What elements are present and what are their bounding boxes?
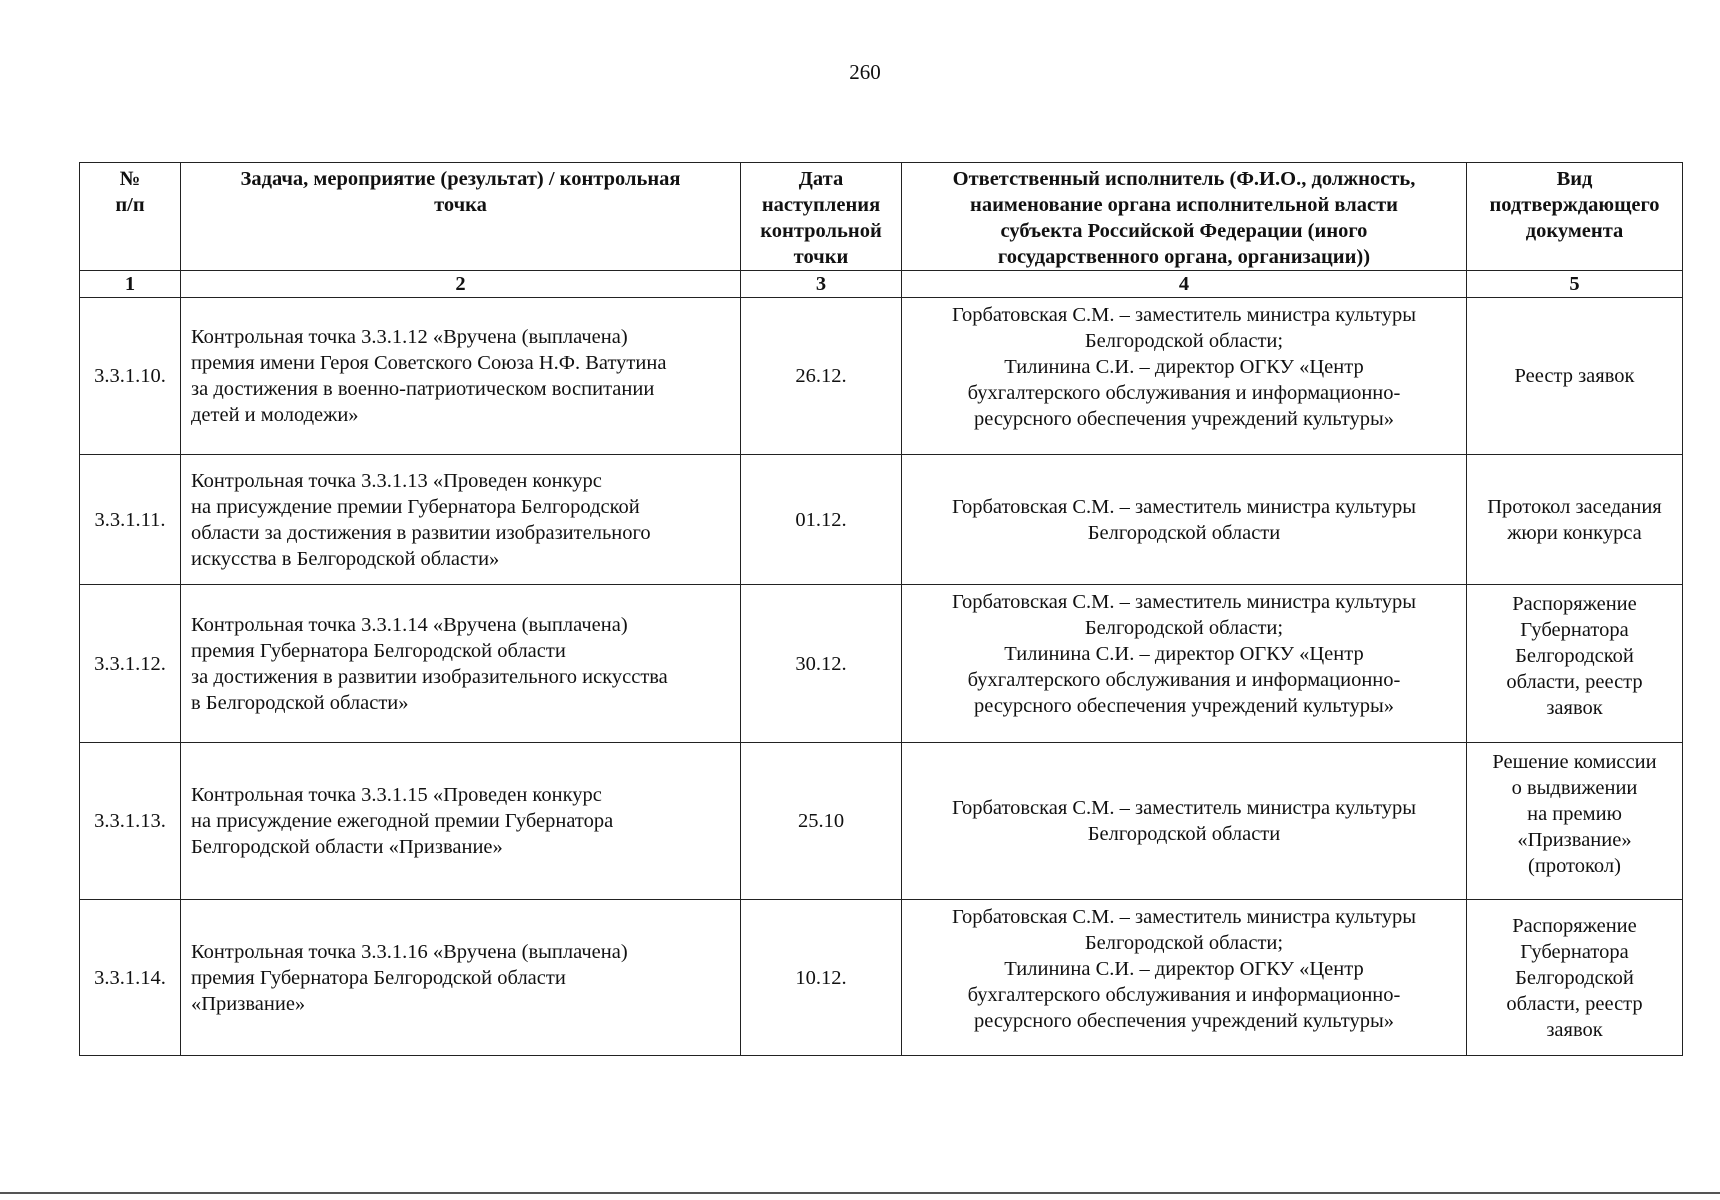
row-number: 3.3.1.14.	[80, 900, 181, 1056]
date-cell: 26.12.	[741, 298, 902, 455]
control-points-table	[79, 162, 1683, 1056]
column-number: 3	[741, 271, 902, 298]
date-cell: 25.10	[741, 743, 902, 900]
table-row	[80, 900, 1683, 1056]
responsible-cell: Горбатовская С.М. – заместитель министра культуры Белгородской области; Тилинина С.И. – директор ОГКУ «Центр бухгалтерского обслуживания и информационно- ресурсного обеспечения учреждений культуры»	[902, 298, 1467, 455]
row-number: 3.3.1.11.	[80, 455, 181, 585]
task-cell: Контрольная точка 3.3.1.14 «Вручена (выплачена) премия Губернатора Белгородской области за достижения в развитии изобразительного искусства в Белгородской области»	[181, 585, 741, 743]
row-number: 3.3.1.12.	[80, 585, 181, 743]
bottom-edge-rule	[0, 1192, 1720, 1194]
header-responsible: Ответственный исполнитель (Ф.И.О., должность, наименование органа исполнительной власти субъекта Российской Федерации (иного государственного органа, организации))	[902, 163, 1467, 271]
document-cell: Реестр заявок	[1467, 298, 1683, 455]
responsible-cell: Горбатовская С.М. – заместитель министра культуры Белгородской области	[902, 455, 1467, 585]
row-number: 3.3.1.13.	[80, 743, 181, 900]
task-cell: Контрольная точка 3.3.1.12 «Вручена (выплачена) премия имени Героя Советского Союза Н.Ф. Ватутина за достижения в военно-патриотическом воспитании детей и молодежи»	[181, 298, 741, 455]
task-cell: Контрольная точка 3.3.1.13 «Проведен конкурс на присуждение премии Губернатора Белгородской области за достижения в развитии изобразительного искусства в Белгородской области»	[181, 455, 741, 585]
responsible-cell: Горбатовская С.М. – заместитель министра культуры Белгородской области; Тилинина С.И. – директор ОГКУ «Центр бухгалтерского обслуживания и информационно- ресурсного обеспечения учреждений культуры»	[902, 900, 1467, 1056]
responsible-cell: Горбатовская С.М. – заместитель министра культуры Белгородской области; Тилинина С.И. – директор ОГКУ «Центр бухгалтерского обслуживания и информационно- ресурсного обеспечения учреждений культуры»	[902, 585, 1467, 743]
document-cell: Распоряжение Губернатора Белгородской области, реестр заявок	[1467, 585, 1683, 743]
header-number: № п/п	[80, 163, 181, 271]
date-cell: 30.12.	[741, 585, 902, 743]
header-row	[80, 163, 1683, 271]
task-cell: Контрольная точка 3.3.1.15 «Проведен конкурс на присуждение ежегодной премии Губернатора Белгородской области «Призвание»	[181, 743, 741, 900]
column-number-row	[80, 271, 1683, 298]
responsible-cell: Горбатовская С.М. – заместитель министра культуры Белгородской области	[902, 743, 1467, 900]
document-cell: Решение комиссии о выдвижении на премию «Призвание» (протокол)	[1467, 743, 1683, 900]
page-number: 260	[849, 60, 881, 84]
header-date: Дата наступления контрольной точки	[741, 163, 902, 271]
table-row	[80, 298, 1683, 455]
table-row	[80, 585, 1683, 743]
header-task: Задача, мероприятие (результат) / контрольная точка	[181, 163, 741, 271]
table-row	[80, 743, 1683, 900]
date-cell: 01.12.	[741, 455, 902, 585]
column-number: 5	[1467, 271, 1683, 298]
header-document: Вид подтверждающего документа	[1467, 163, 1683, 271]
document-cell: Протокол заседания жюри конкурса	[1467, 455, 1683, 585]
table-row	[80, 455, 1683, 585]
date-cell: 10.12.	[741, 900, 902, 1056]
row-number: 3.3.1.10.	[80, 298, 181, 455]
task-cell: Контрольная точка 3.3.1.16 «Вручена (выплачена) премия Губернатора Белгородской области «Призвание»	[181, 900, 741, 1056]
document-cell: Распоряжение Губернатора Белгородской области, реестр заявок	[1467, 900, 1683, 1056]
column-number: 1	[80, 271, 181, 298]
column-number: 4	[902, 271, 1467, 298]
column-number: 2	[181, 271, 741, 298]
